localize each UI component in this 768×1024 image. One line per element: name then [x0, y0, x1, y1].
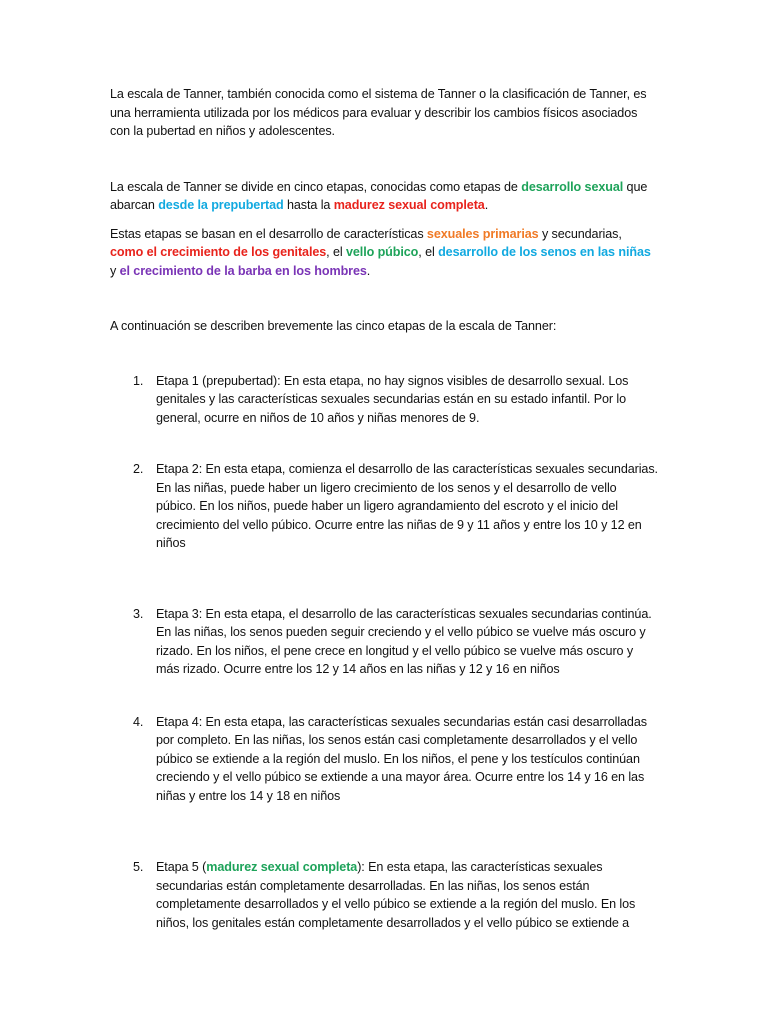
highlight-desarrollo-sexual: desarrollo sexual — [521, 179, 624, 194]
list-item-number: 5. — [133, 860, 144, 874]
list-item — [110, 713, 658, 806]
highlight-prepubertad: desde la prepubertad — [158, 198, 284, 212]
basis-text-3: , el — [326, 245, 346, 259]
list-item — [110, 372, 658, 428]
highlight-barba: el crecimiento de la barba en los hombres — [119, 263, 367, 278]
intro-paragraph: La escala de Tanner, también conocida como el sistema de Tanner o la clasificación de Tanner, es una herramienta utilizada por los médicos para evaluar y describir los cambios físicos asociados con la pubertad en niños y adolescentes. — [110, 87, 647, 138]
highlight-madurez: madurez sexual completa — [333, 198, 485, 212]
highlight-senos: desarrollo de los senos en las niñas — [438, 245, 651, 259]
list-item-text: ): En esta etapa, las características sexuales secundarias están completamente desarrolladas. En las niñas, los senos están completamente desarrollados y el vello púbico se extiende a la región del muslo. En los niños, los genitales están completamente desarrollados y el vello púbico se extiende a — [156, 860, 636, 930]
list-item-text: Etapa 4: En esta etapa, las características sexuales secundarias están casi desarrolladas por completo. En las niñas, los senos están casi completamente desarrollados y el vello púbico se extiende a la región del muslo. En los niños, el pene y los testículos continúan creciendo y el vello púbico se extiende a una mayor área. Ocurre entre los 14 y 16 en las niñas y entre los 14 y 18 en niños — [156, 714, 647, 803]
list-item-number: 2. — [133, 462, 144, 476]
list-item-text: Etapa 1 (prepubertad): En esta etapa, no hay signos visibles de desarrollo sexual. Los genitales y las características sexuales secundarias están en su estado infantil. Por lo general, ocurre en niños de 10 años y niñas menores de 9. — [156, 373, 629, 425]
basis-text-1: Estas etapas se basan en el desarrollo de características — [110, 226, 427, 241]
division-text-1: La escala de Tanner se divide en cinco etapas, conocidas como etapas de — [110, 179, 522, 194]
list-intro: A continuación se describen brevemente las cinco etapas de la escala de Tanner: — [110, 319, 557, 333]
basis-text-2: y secundarias, — [538, 226, 622, 241]
highlight-genitales: como el crecimiento de los genitales — [110, 245, 327, 259]
list-item — [110, 460, 658, 553]
basis-paragraph — [110, 225, 658, 281]
list-item-number: 3. — [133, 606, 144, 621]
basis-text-5: y — [110, 263, 120, 278]
highlight-sexuales-primarias: sexuales primarias — [426, 226, 539, 241]
basis-text-4: , el — [418, 245, 439, 259]
list-item-text: Etapa 2: En esta etapa, comienza el desarrollo de las características sexuales secundarias. En las niñas, puede haber un ligero crecimiento de los senos y el desarrollo de vello púbico. En los niños, puede haber un ligero agrandamiento del escroto y el inicio del crecimiento del vello púbico. Ocurre entre las niñas de 9 y 11 años y entre los 10 y 12 en niños — [156, 462, 658, 550]
list-item-number: 1. — [133, 373, 144, 388]
division-text-2: que abarcan — [110, 179, 648, 212]
list-item — [110, 858, 658, 932]
division-text-4: . — [484, 198, 489, 212]
basis-text-6: . — [366, 263, 371, 278]
list-item — [110, 605, 658, 679]
stages-list — [110, 372, 658, 933]
division-text-3: hasta la — [283, 198, 334, 212]
list-item-number: 4. — [133, 714, 144, 729]
highlight-vello-pubico: vello púbico — [345, 245, 419, 259]
list-item-text: Etapa 3: En esta etapa, el desarrollo de las características sexuales secundarias continúa. En las niñas, los senos pueden seguir creciendo y el vello púbico se vuelve más oscuro y rizado. En los niños, el pene crece en longitud y el vello púbico se vuelve más oscuro y más rizado. Ocurre entre los 12 y 14 años en las niñas y 12 y 16 en niños — [156, 606, 652, 676]
highlight-madurez-stage5: madurez sexual completa — [206, 860, 358, 874]
division-paragraph — [110, 178, 658, 215]
list-item-text-prefix: Etapa 5 ( — [156, 860, 207, 874]
